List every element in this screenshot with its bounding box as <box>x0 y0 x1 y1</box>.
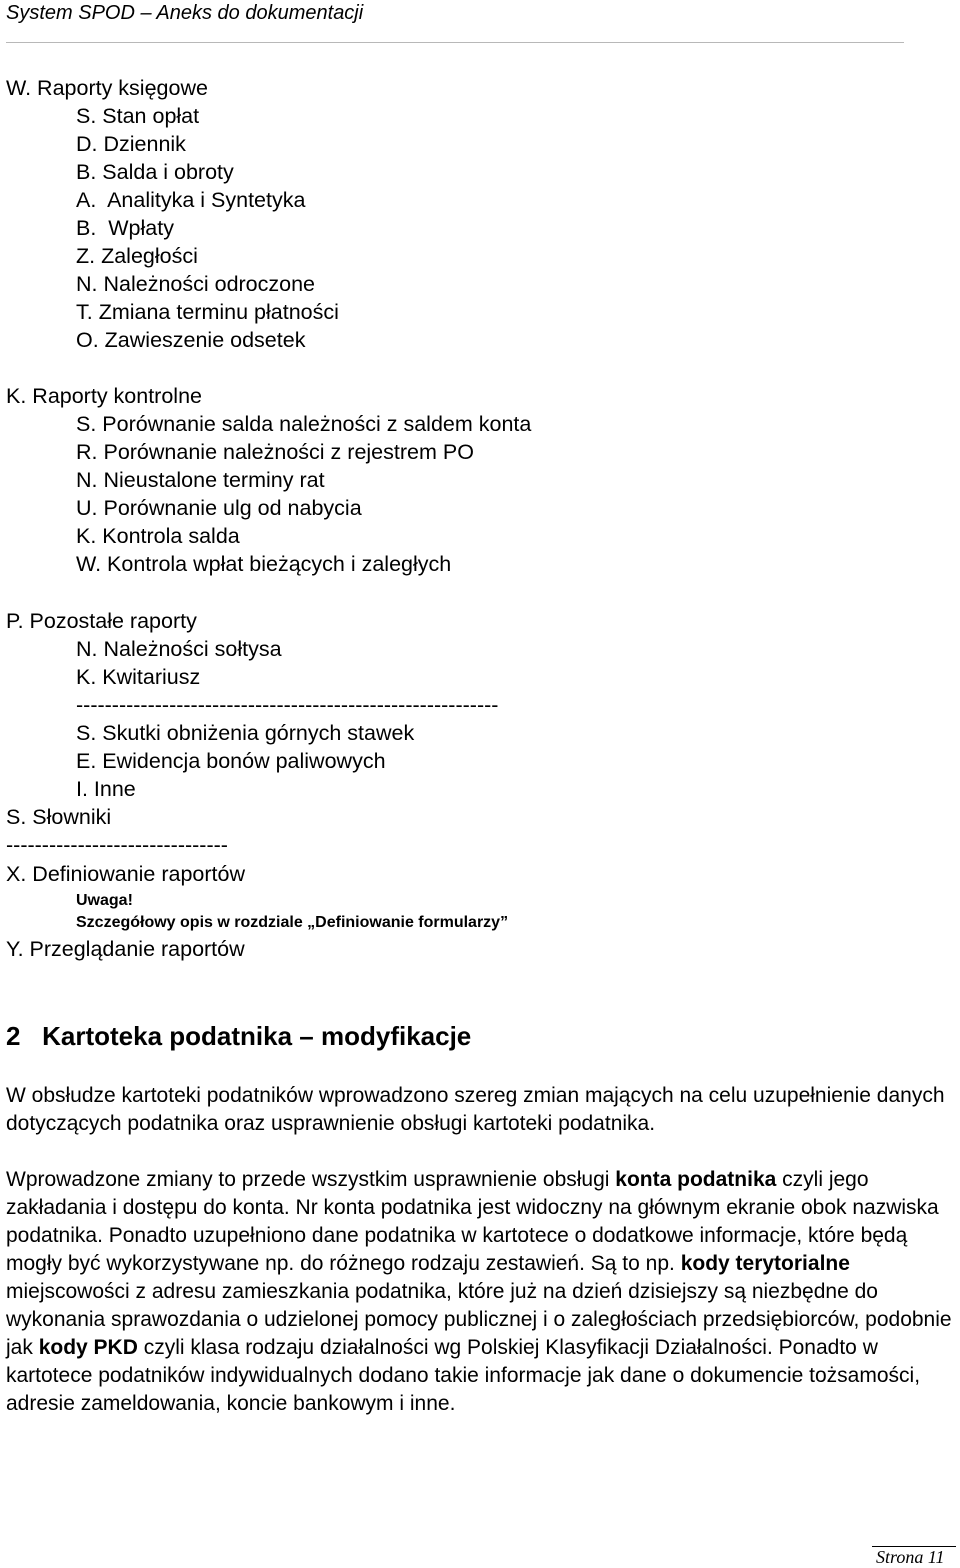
menu-group-title: S. Słowniki <box>6 805 112 829</box>
paragraph-text: Wprowadzone zmiany to przede wszystkim usprawnienie obsługi <box>6 1168 616 1191</box>
paragraph-text: czyli jego zakładania i dostępu do konta. Nr konta podatnika jest widoczny na głównym ekranie obok nazwiska podatnika. Ponadto uzupełniono dane podatnika w kartotece o dodatkowe informacje, które będą mogły być wykorzystywane np. do różnego rodzaju zestawień. Są to np. <box>6 1168 939 1275</box>
menu-item: U. Porównanie ulg od nabycia <box>76 496 362 520</box>
header-divider <box>6 42 904 43</box>
menu-item: A. Analityka i Syntetyka <box>76 188 306 212</box>
menu-item: K. Kwitariusz <box>76 665 201 689</box>
page-number: Strona 11 <box>876 1547 945 1567</box>
note-text: Szczegółowy opis w rozdziale „Definiowanie formularzy” <box>76 914 509 931</box>
paragraph-text: miejscowości z adresu zamieszkania podatnika, które już na dzień dzisiejszy są niezbędne do wykonania sprawozdania o udzielonej pomocy publicznej i o zaległościach przedsiębiorców, podobnie jak <box>6 1280 952 1359</box>
paragraph-bold-term: kody terytorialne <box>680 1252 850 1275</box>
menu-item: W. Kontrola wpłat bieżących i zaległych <box>76 552 452 576</box>
menu-item: B. Salda i obroty <box>76 160 234 184</box>
menu-separator: ------------------------------- <box>6 833 228 857</box>
menu-item: D. Dziennik <box>76 132 186 156</box>
section-paragraph: W obsłudze kartoteki podatników wprowadzono szereg zmian mających na celu uzupełnienie danych dotyczących podatnika oraz usprawnienie obsługi kartoteki podatnika. <box>6 1084 945 1135</box>
menu-item: O. Zawieszenie odsetek <box>76 328 306 352</box>
paragraph-bold-term: kody PKD <box>38 1336 138 1359</box>
menu-group-title: P. Pozostałe raporty <box>6 609 197 633</box>
menu-group-title: K. Raporty kontrolne <box>6 384 202 408</box>
menu-item: S. Porównanie salda należności z saldem konta <box>76 412 532 436</box>
menu-item: B. Wpłaty <box>76 216 174 240</box>
menu-item: S. Stan opłat <box>76 104 200 128</box>
menu-group-title: X. Definiowanie raportów <box>6 862 246 886</box>
section-heading: 2 Kartoteka podatnika – modyfikacje <box>6 1021 472 1051</box>
menu-item: T. Zmiana terminu płatności <box>76 300 339 324</box>
menu-item: K. Kontrola salda <box>76 524 240 548</box>
menu-item: N. Należności sołtysa <box>76 637 282 661</box>
menu-item: I. Inne <box>76 777 136 801</box>
note-title: Uwaga! <box>76 892 133 909</box>
menu-item: Z. Zaległości <box>76 244 198 268</box>
menu-item: E. Ewidencja bonów paliwowych <box>76 749 386 773</box>
menu-item: N. Nieustalone terminy rat <box>76 468 325 492</box>
menu-item: N. Należności odroczone <box>76 272 316 296</box>
menu-item: S. Skutki obniżenia górnych stawek <box>76 721 415 745</box>
document-header-title: System SPOD – Aneks do dokumentacji <box>6 2 364 24</box>
paragraph-bold-term: konta podatnika <box>615 1168 777 1191</box>
section-paragraph <box>6 1166 954 1418</box>
paragraph-text: czyli klasa rodzaju działalności wg Polskiej Klasyfikacji Działalności. Ponadto w kartotece podatników indywidualnych dodano takie informacje jak dane o dokumencie tożsamości, adresie zameldowania, koncie bankowym i inne. <box>6 1336 921 1415</box>
menu-group-title: W. Raporty księgowe <box>6 76 208 100</box>
menu-item: R. Porównanie należności z rejestrem PO <box>76 440 474 464</box>
menu-group-title: Y. Przeglądanie raportów <box>6 937 245 961</box>
menu-separator: ----------------------------------------------------------- <box>76 693 499 717</box>
